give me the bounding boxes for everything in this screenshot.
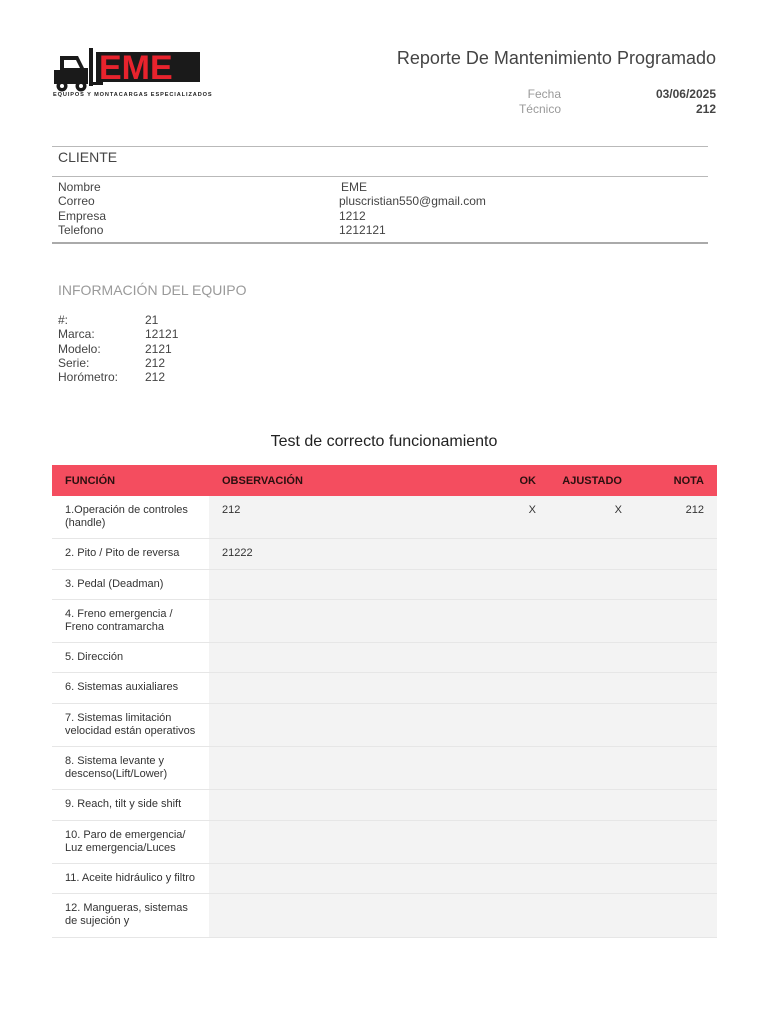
row-ok [489, 894, 549, 937]
brand-name: EME [99, 49, 173, 87]
divider [52, 146, 708, 147]
row-observacion: 212 [209, 496, 489, 539]
table-row [52, 790, 717, 820]
header-observacion: OBSERVACIÓN [209, 465, 489, 496]
row-ok [489, 569, 549, 599]
row-nota [635, 643, 717, 673]
row-observacion [209, 864, 489, 894]
row-nota [635, 894, 717, 937]
client-phone-value: 1212121 [339, 222, 386, 237]
client-email-value: pluscristian550@gmail.com [339, 194, 486, 209]
equipment-label: #: [58, 313, 69, 327]
equipment-serial-value: 212 [145, 355, 166, 370]
divider [52, 242, 708, 244]
brand-tagline: EQUIPOS Y MONTACARGAS ESPECIALIZADOS [53, 92, 213, 98]
row-observacion [209, 703, 489, 746]
row-funcion: 11. Aceite hidráulico y filtro [52, 864, 209, 894]
equipment-labels [58, 313, 118, 384]
equipment-number-value: 21 [145, 313, 159, 327]
row-funcion: 5. Dirección [52, 643, 209, 673]
table-row [52, 643, 717, 673]
equipment-label: Modelo: [58, 341, 101, 356]
row-observacion [209, 820, 489, 863]
equipment-label: Marca: [58, 327, 95, 342]
header-ok: OK [489, 465, 549, 496]
table-row [52, 864, 717, 894]
equipment-label: Horómetro: [58, 370, 119, 385]
row-ok [489, 643, 549, 673]
function-test-table [52, 465, 717, 938]
row-ajustado [549, 864, 635, 894]
row-nota [635, 569, 717, 599]
equipment-label: Serie: [58, 355, 90, 370]
row-ok [489, 864, 549, 894]
row-nota [635, 673, 717, 703]
tecnico-value: 212 [695, 101, 716, 116]
meta-values [656, 87, 716, 116]
equipment-values [145, 313, 178, 384]
tecnico-label: Técnico [518, 101, 561, 116]
equipment-model-value: 2121 [145, 341, 172, 356]
row-ajustado: X [549, 496, 635, 539]
report-title: Reporte De Mantenimiento Programado [396, 48, 716, 68]
row-ajustado [549, 539, 635, 569]
row-ajustado [549, 703, 635, 746]
row-funcion: 6. Sistemas auxialiares [52, 673, 209, 703]
row-ok [489, 820, 549, 863]
row-observacion [209, 569, 489, 599]
divider [52, 176, 708, 177]
row-funcion: 10. Paro de emergencia/ Luz emergencia/Luces [52, 820, 209, 863]
row-observacion [209, 894, 489, 937]
client-label: Correo [58, 194, 95, 209]
row-ajustado [549, 790, 635, 820]
row-ok: X [489, 496, 549, 539]
row-ajustado [549, 894, 635, 937]
table-row [52, 569, 717, 599]
row-ok [489, 790, 549, 820]
row-funcion: 9. Reach, tilt y side shift [52, 790, 209, 820]
header-nota: NOTA [635, 465, 717, 496]
client-values [339, 180, 486, 237]
row-nota [635, 820, 717, 863]
row-observacion [209, 599, 489, 642]
row-funcion: 1.Operación de controles (handle) [52, 496, 209, 539]
table-row [52, 820, 717, 863]
row-ajustado [549, 599, 635, 642]
row-funcion: 3. Pedal (Deadman) [52, 569, 209, 599]
row-ajustado [549, 569, 635, 599]
row-nota [635, 864, 717, 894]
row-nota [635, 790, 717, 820]
header-funcion: FUNCIÓN [52, 465, 209, 496]
row-observacion [209, 790, 489, 820]
row-observacion: 21222 [209, 539, 489, 569]
row-ajustado [549, 820, 635, 863]
row-ajustado [549, 643, 635, 673]
row-observacion [209, 747, 489, 790]
client-label: Empresa [58, 208, 107, 223]
forklift-icon [54, 48, 103, 92]
row-ok [489, 703, 549, 746]
row-funcion: 8. Sistema levante y descenso(Lift/Lower) [52, 747, 209, 790]
row-funcion: 12. Mangueras, sistemas de sujeción y [52, 894, 209, 937]
row-nota [635, 747, 717, 790]
table-header-row [52, 465, 717, 496]
table-row [52, 496, 717, 539]
row-ok [489, 599, 549, 642]
row-ok [489, 673, 549, 703]
row-nota [635, 539, 717, 569]
equipment-section-title: INFORMACIÓN DEL EQUIPO [58, 282, 247, 298]
header-ajustado: AJUSTADO [549, 465, 635, 496]
row-ajustado [549, 747, 635, 790]
table-row [52, 539, 717, 569]
row-ok [489, 539, 549, 569]
client-name-value: EME [341, 180, 368, 194]
row-funcion: 2. Pito / Pito de reversa [52, 539, 209, 569]
row-nota [635, 599, 717, 642]
row-funcion: 7. Sistemas limitación velocidad están operativos [52, 703, 209, 746]
row-funcion: 4. Freno emergencia / Freno contramarcha [52, 599, 209, 642]
fecha-label: Fecha [527, 87, 561, 101]
table-row [52, 673, 717, 703]
row-ajustado [549, 673, 635, 703]
table-row [52, 703, 717, 746]
equipment-brand-value: 12121 [145, 327, 179, 342]
row-nota: 212 [635, 496, 717, 539]
row-nota [635, 703, 717, 746]
row-ok [489, 747, 549, 790]
table-row [52, 747, 717, 790]
meta-labels [519, 87, 561, 116]
client-company-value: 1212 [339, 208, 366, 223]
client-section-title: CLIENTE [58, 149, 118, 165]
client-labels [58, 180, 106, 237]
row-observacion [209, 673, 489, 703]
table-row [52, 599, 717, 642]
equipment-hourmeter-value: 212 [145, 370, 166, 385]
fecha-value: 03/06/2025 [655, 87, 716, 101]
table-row [52, 894, 717, 937]
row-observacion [209, 643, 489, 673]
test-section-title: Test de correcto funcionamiento [270, 433, 498, 450]
client-label: Nombre [58, 180, 101, 194]
client-label: Telefono [58, 222, 104, 237]
